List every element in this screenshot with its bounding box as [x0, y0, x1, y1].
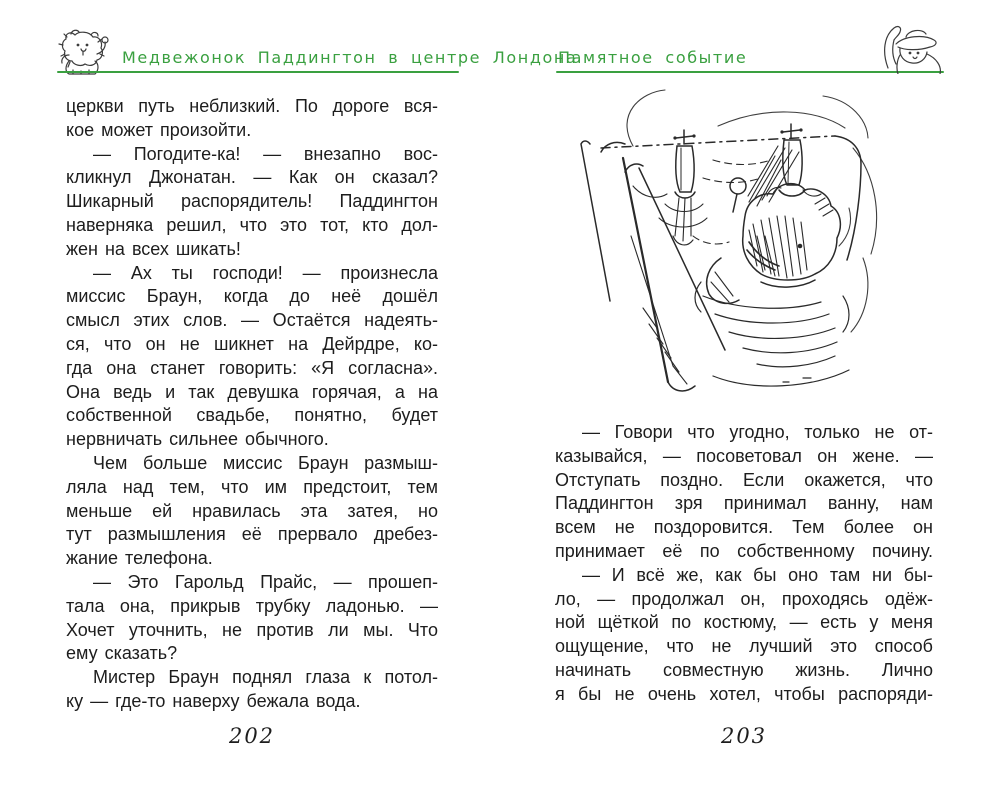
- text-line: Паддингтон зря принимал ванну, нам: [555, 493, 933, 514]
- text-line: гда она станет говорить: «Я согласна».: [66, 357, 438, 378]
- text-line: наверняка решил, что это тот, кто дол-: [66, 214, 438, 235]
- paragraph: [66, 666, 438, 714]
- text-line: Чем больше миссис Браун размыш-: [93, 452, 438, 473]
- bear-cub-icon: [57, 26, 117, 76]
- text-line: — Погодите-ка! — внезапно вос-: [93, 143, 438, 164]
- text-line: ло, — продолжал он, проходясь одёж-: [555, 588, 933, 609]
- right-page-number: 203: [720, 724, 768, 748]
- text-line: ку — где-то наверху бежала вода.: [66, 690, 361, 711]
- text-line: ляла над тем, что им предстоит, тем: [66, 476, 438, 497]
- text-line: — Говори что угодно, только не от-: [582, 422, 933, 442]
- text-line: тут размышления её прервало дребез-: [66, 524, 438, 545]
- text-line: ся, что он не шикнет на Дейрдре, ко-: [66, 333, 438, 354]
- paragraph: [66, 452, 438, 571]
- text-line: церкви путь неблизкий. По дороге вся-: [66, 96, 438, 116]
- text-line: Хочет уточнить, не против ли мы. Что: [66, 619, 438, 640]
- text-line: казывайся, — посоветовал он жене. —: [555, 445, 933, 466]
- text-line: нервничать сильнее обычного.: [66, 429, 329, 450]
- right-running-head: Памятное событие: [558, 48, 748, 67]
- left-header-rule: [57, 71, 459, 73]
- text-line: кое может произойти.: [66, 119, 252, 140]
- text-line: кликнул Джонатан. — Как он сказал?: [66, 167, 438, 188]
- text-line: жен на всех шикать!: [66, 238, 241, 259]
- paragraph: [555, 564, 933, 707]
- text-line: я бы не очень хотел, чтобы распоряди-: [555, 683, 933, 704]
- text-line: смысл этих слов. — Остаётся надеять-: [66, 310, 438, 331]
- text-line: тала она, прикрыв трубку ладонью. —: [66, 595, 438, 616]
- paragraph: [66, 262, 438, 452]
- left-running-head: Медвежонок Паддингтон в центре Лондона: [122, 48, 578, 67]
- text-line: ему сказать?: [66, 643, 178, 664]
- text-line: принимает её по собственному почину.: [555, 540, 933, 561]
- text-line: начинать совместную жизнь. Лично: [555, 659, 933, 680]
- paragraph: [66, 95, 438, 143]
- paragraph: [555, 421, 933, 564]
- right-text-column: [555, 421, 933, 707]
- text-line: — Ах ты господи! — произнесла: [93, 262, 438, 283]
- text-line: меньше ей нравилась эта затея, но: [66, 500, 438, 521]
- paddington-hat-icon: [872, 22, 946, 74]
- paragraph: [66, 571, 438, 666]
- left-page-number: 202: [228, 724, 276, 748]
- text-line: Отступать поздно. Если окажется, что: [555, 469, 933, 490]
- text-line: собственной свадьбе, понятно, будет: [66, 405, 438, 426]
- text-line: Она ведь и так девушка горячая, а на: [66, 381, 438, 402]
- text-line: ощущение, что не лучший это способ: [555, 636, 933, 657]
- text-line: миссис Браун, когда до неё дошёл: [66, 286, 438, 307]
- bathtub-illustration: [553, 86, 953, 404]
- text-line: жание телефона.: [66, 548, 213, 569]
- text-line: Шикарный распорядитель! Паддингтон: [66, 191, 438, 212]
- text-line: ной щёткой по костюму, — есть у меня: [555, 612, 933, 633]
- text-line: Мистер Браун поднял глаза к потол-: [93, 667, 438, 688]
- text-line: всем не поздоровится. Тем более он: [555, 517, 933, 538]
- left-text-column: [66, 95, 438, 714]
- paragraph: [66, 143, 438, 262]
- text-line: — И всё же, как бы оно там ни бы-: [582, 564, 933, 585]
- text-line: — Это Гарольд Прайс, — прошеп-: [93, 571, 438, 592]
